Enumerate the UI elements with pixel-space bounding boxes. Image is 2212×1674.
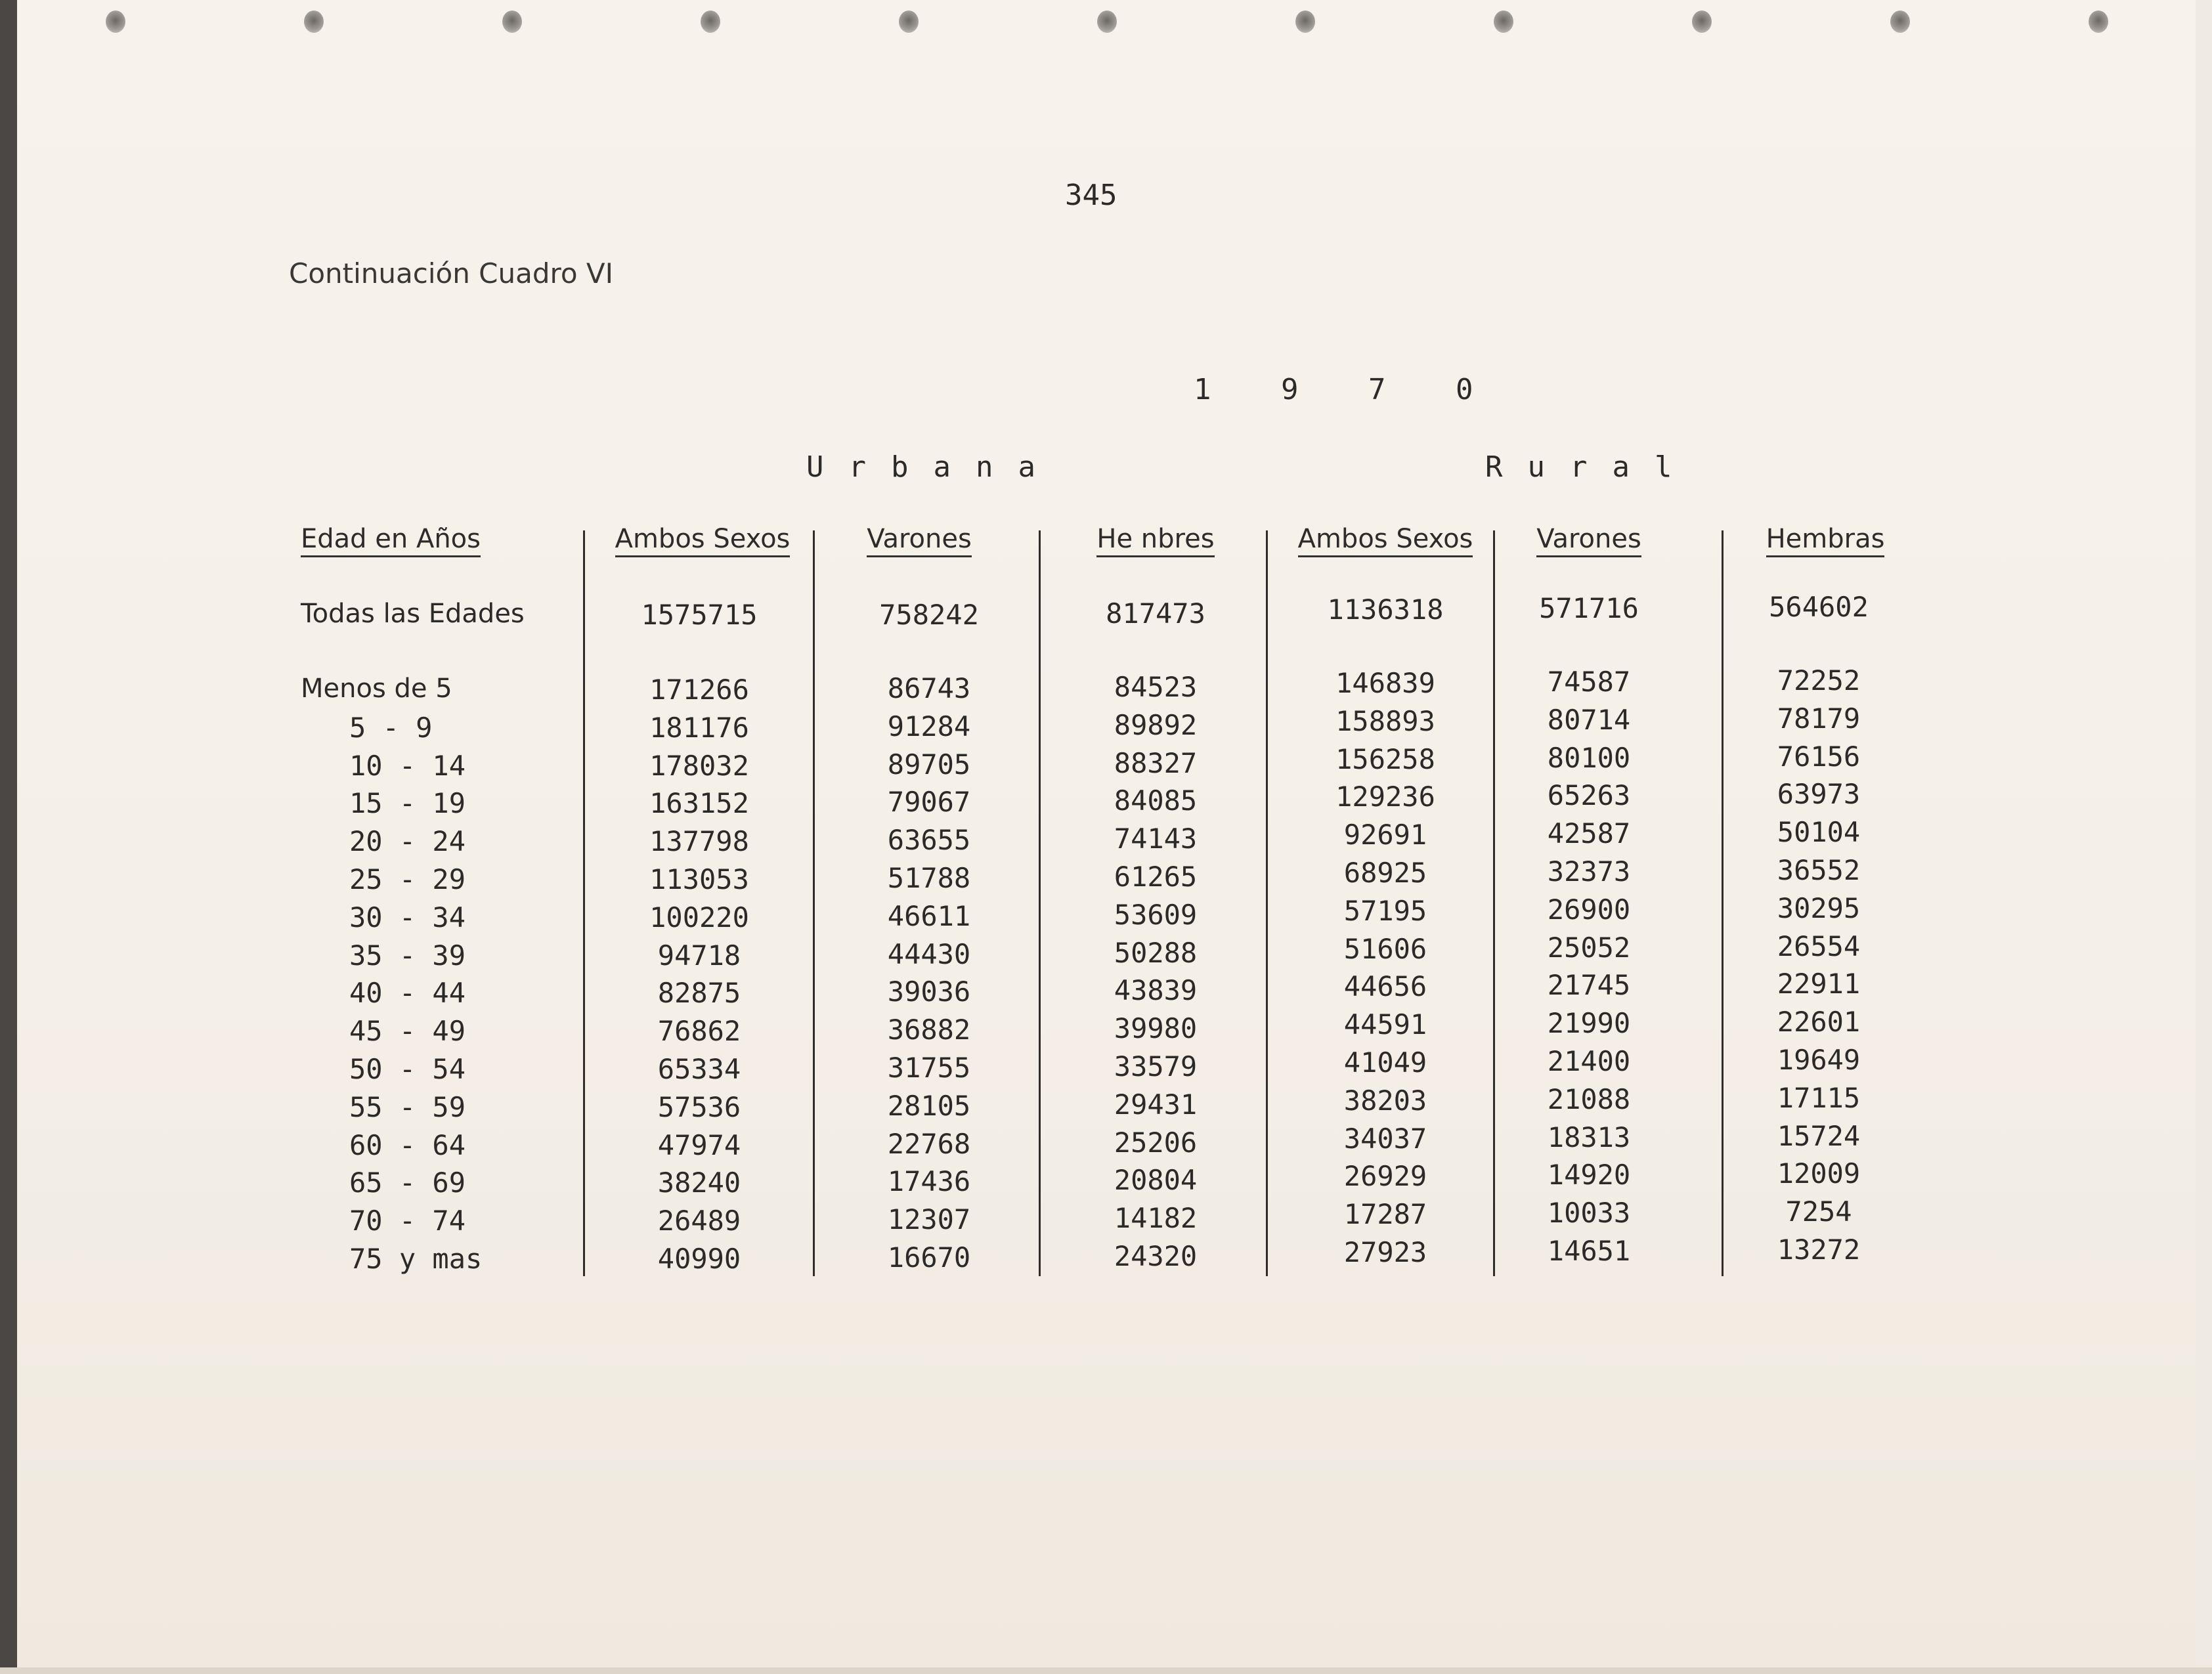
age-group-label: 70 - 74	[349, 1205, 466, 1237]
age-group-label: 25 - 29	[349, 863, 466, 895]
table-cell: 21745	[1547, 969, 1631, 1001]
table-cell: 163152	[649, 787, 749, 819]
table-cell: 61265	[1114, 861, 1198, 893]
table-cell: 57195	[1343, 895, 1427, 927]
table-cell: 19649	[1777, 1044, 1861, 1076]
table-cell: 53609	[1114, 899, 1198, 931]
age-group-label: 35 - 39	[349, 939, 466, 972]
table-cell: 100220	[649, 901, 749, 934]
table-cell: 22911	[1777, 968, 1861, 1000]
table-cell: 38203	[1343, 1084, 1427, 1117]
table-cell: 72252	[1777, 664, 1861, 697]
table-cell: 158893	[1335, 705, 1435, 737]
col-header-rural-varones: Varones	[1510, 524, 1668, 554]
table-cell: 13272	[1777, 1234, 1861, 1266]
table-cell: 68925	[1343, 857, 1427, 889]
table-cell: 88327	[1114, 747, 1198, 779]
table-cell: 76862	[657, 1015, 741, 1047]
year-heading: 1 9 7 0	[1194, 373, 1500, 406]
total-cell: 564602	[1769, 591, 1869, 623]
total-cell: 758242	[879, 599, 979, 631]
table-cell: 32373	[1547, 855, 1631, 888]
table-cell: 26554	[1777, 930, 1861, 962]
binder-hole	[1890, 11, 1910, 33]
table-cell: 28105	[887, 1090, 971, 1122]
table-cell: 22601	[1777, 1006, 1861, 1038]
table-cell: 76156	[1777, 740, 1861, 773]
table-cell: 39980	[1114, 1012, 1198, 1044]
column-divider	[1266, 530, 1268, 1276]
rural-heading: Rural	[1485, 450, 1697, 484]
table-cell: 44430	[887, 938, 971, 970]
binder-hole	[1295, 11, 1315, 33]
table-cell: 80714	[1547, 704, 1631, 736]
column-divider	[813, 530, 815, 1276]
binder-hole	[502, 11, 522, 33]
table-cell: 129236	[1335, 781, 1435, 813]
table-cell: 17287	[1343, 1198, 1427, 1230]
column-divider	[583, 530, 585, 1276]
table-cell: 113053	[649, 863, 749, 895]
binder-hole	[106, 11, 125, 33]
binder-hole	[1692, 11, 1712, 33]
table-cell: 26489	[657, 1205, 741, 1237]
table-cell: 40990	[657, 1243, 741, 1275]
binder-hole	[701, 11, 720, 33]
table-cell: 86743	[887, 672, 971, 704]
table-cell: 181176	[649, 712, 749, 744]
table-cell: 84085	[1114, 784, 1198, 817]
table-cell: 57536	[657, 1091, 741, 1123]
total-cell: 817473	[1106, 597, 1205, 630]
table-cell: 26900	[1547, 893, 1631, 926]
table-cell: 24320	[1114, 1240, 1198, 1272]
table-cell: 34037	[1343, 1123, 1427, 1155]
col-header-urbana-hembras: He nbres	[1057, 524, 1254, 554]
table-cell: 30295	[1777, 892, 1861, 924]
table-cell: 14920	[1547, 1159, 1631, 1191]
age-group-label: Menos de 5	[301, 674, 452, 704]
table-cell: 36552	[1777, 854, 1861, 886]
table-cell: 21990	[1547, 1007, 1631, 1039]
age-group-label: 45 - 49	[349, 1015, 466, 1047]
table-cell: 26929	[1343, 1160, 1427, 1192]
table-cell: 74587	[1547, 666, 1631, 698]
scan-left-edge	[0, 0, 17, 1674]
table-cell: 84523	[1114, 671, 1198, 703]
table-cell: 89705	[887, 748, 971, 781]
table-cell: 44656	[1343, 970, 1427, 1002]
table-cell: 15724	[1777, 1120, 1861, 1152]
binder-hole	[899, 11, 919, 33]
table-cell: 41049	[1343, 1046, 1427, 1079]
table-cell: 7254	[1785, 1195, 1852, 1228]
age-group-label: 55 - 59	[349, 1091, 466, 1123]
binder-hole	[1097, 11, 1117, 33]
table-cell: 63655	[887, 824, 971, 856]
age-group-label: 20 - 24	[349, 825, 466, 857]
table-cell: 146839	[1335, 667, 1435, 699]
table-cell: 38240	[657, 1167, 741, 1199]
col-header-urbana-ambos: Ambos Sexos	[591, 524, 814, 554]
table-cell: 18313	[1547, 1121, 1631, 1153]
age-group-label: 10 - 14	[349, 750, 466, 782]
table-cell: 25206	[1114, 1127, 1198, 1159]
table-cell: 89892	[1114, 709, 1198, 741]
col-header-urbana-varones: Varones	[821, 524, 1018, 554]
table-cell: 91284	[887, 710, 971, 742]
col-header-rural-ambos: Ambos Sexos	[1274, 524, 1497, 554]
table-cell: 27923	[1343, 1236, 1427, 1268]
table-cell: 44591	[1343, 1008, 1427, 1041]
continuation-title: Continuación Cuadro VI	[289, 257, 614, 290]
age-group-label: 30 - 34	[349, 901, 466, 934]
age-group-label: 75 y mas	[349, 1243, 483, 1275]
table-cell: 65334	[657, 1053, 741, 1085]
table-cell: 33579	[1114, 1050, 1198, 1083]
urbana-heading: Urbana	[806, 450, 1060, 484]
table-cell: 178032	[649, 750, 749, 782]
age-group-label: 65 - 69	[349, 1167, 466, 1199]
table-cell: 50104	[1777, 816, 1861, 848]
table-cell: 171266	[649, 674, 749, 706]
table-cell: 39036	[887, 976, 971, 1008]
table-cell: 51606	[1343, 933, 1427, 965]
table-cell: 29431	[1114, 1088, 1198, 1121]
table-cell: 42587	[1547, 817, 1631, 849]
col-header-edad: Edad en Años	[301, 524, 576, 554]
table-cell: 17436	[887, 1165, 971, 1197]
table-cell: 156258	[1335, 743, 1435, 775]
table-cell: 31755	[887, 1052, 971, 1084]
age-group-label: 60 - 64	[349, 1129, 466, 1161]
col-header-rural-hembras: Hembras	[1733, 524, 1917, 554]
table-cell: 36882	[887, 1014, 971, 1046]
table-cell: 63973	[1777, 778, 1861, 810]
table-cell: 82875	[657, 977, 741, 1009]
table-cell: 14651	[1547, 1235, 1631, 1267]
table-cell: 47974	[657, 1129, 741, 1161]
table-cell: 50288	[1114, 937, 1198, 969]
age-group-label: 50 - 54	[349, 1053, 466, 1085]
table-cell: 80100	[1547, 742, 1631, 774]
table-cell: 17115	[1777, 1082, 1861, 1114]
table-cell: 78179	[1777, 702, 1861, 735]
binder-hole	[304, 11, 324, 33]
table-cell: 10033	[1547, 1197, 1631, 1229]
table-cell: 12009	[1777, 1157, 1861, 1190]
table-cell: 74143	[1114, 823, 1198, 855]
table-cell: 16670	[887, 1241, 971, 1274]
column-divider	[1039, 530, 1041, 1276]
table-cell: 21088	[1547, 1083, 1631, 1115]
total-cell: 1136318	[1327, 593, 1444, 626]
table-cell: 20804	[1114, 1164, 1198, 1196]
table-cell: 12307	[887, 1203, 971, 1235]
table-cell: 65263	[1547, 779, 1631, 811]
table-cell: 22768	[887, 1128, 971, 1160]
table-cell: 51788	[887, 862, 971, 894]
table-cell: 21400	[1547, 1045, 1631, 1077]
table-cell: 92691	[1343, 819, 1427, 851]
table-cell: 137798	[649, 825, 749, 857]
table-cell: 79067	[887, 786, 971, 818]
total-cell: 571716	[1539, 592, 1639, 624]
scan-bottom-edge	[0, 1667, 2212, 1674]
table-cell: 46611	[887, 900, 971, 932]
total-row-label: Todas las Edades	[301, 599, 525, 629]
table-cell: 94718	[657, 939, 741, 972]
age-group-label: 40 - 44	[349, 977, 466, 1009]
total-cell: 1575715	[641, 599, 758, 631]
age-group-label: 15 - 19	[349, 787, 466, 819]
table-cell: 43839	[1114, 974, 1198, 1006]
binder-hole	[2089, 11, 2108, 33]
page-number: 345	[1065, 179, 1117, 212]
binder-hole	[1494, 11, 1513, 33]
table-cell: 14182	[1114, 1202, 1198, 1234]
table-cell: 25052	[1547, 932, 1631, 964]
age-group-label: 5 - 9	[349, 712, 433, 744]
